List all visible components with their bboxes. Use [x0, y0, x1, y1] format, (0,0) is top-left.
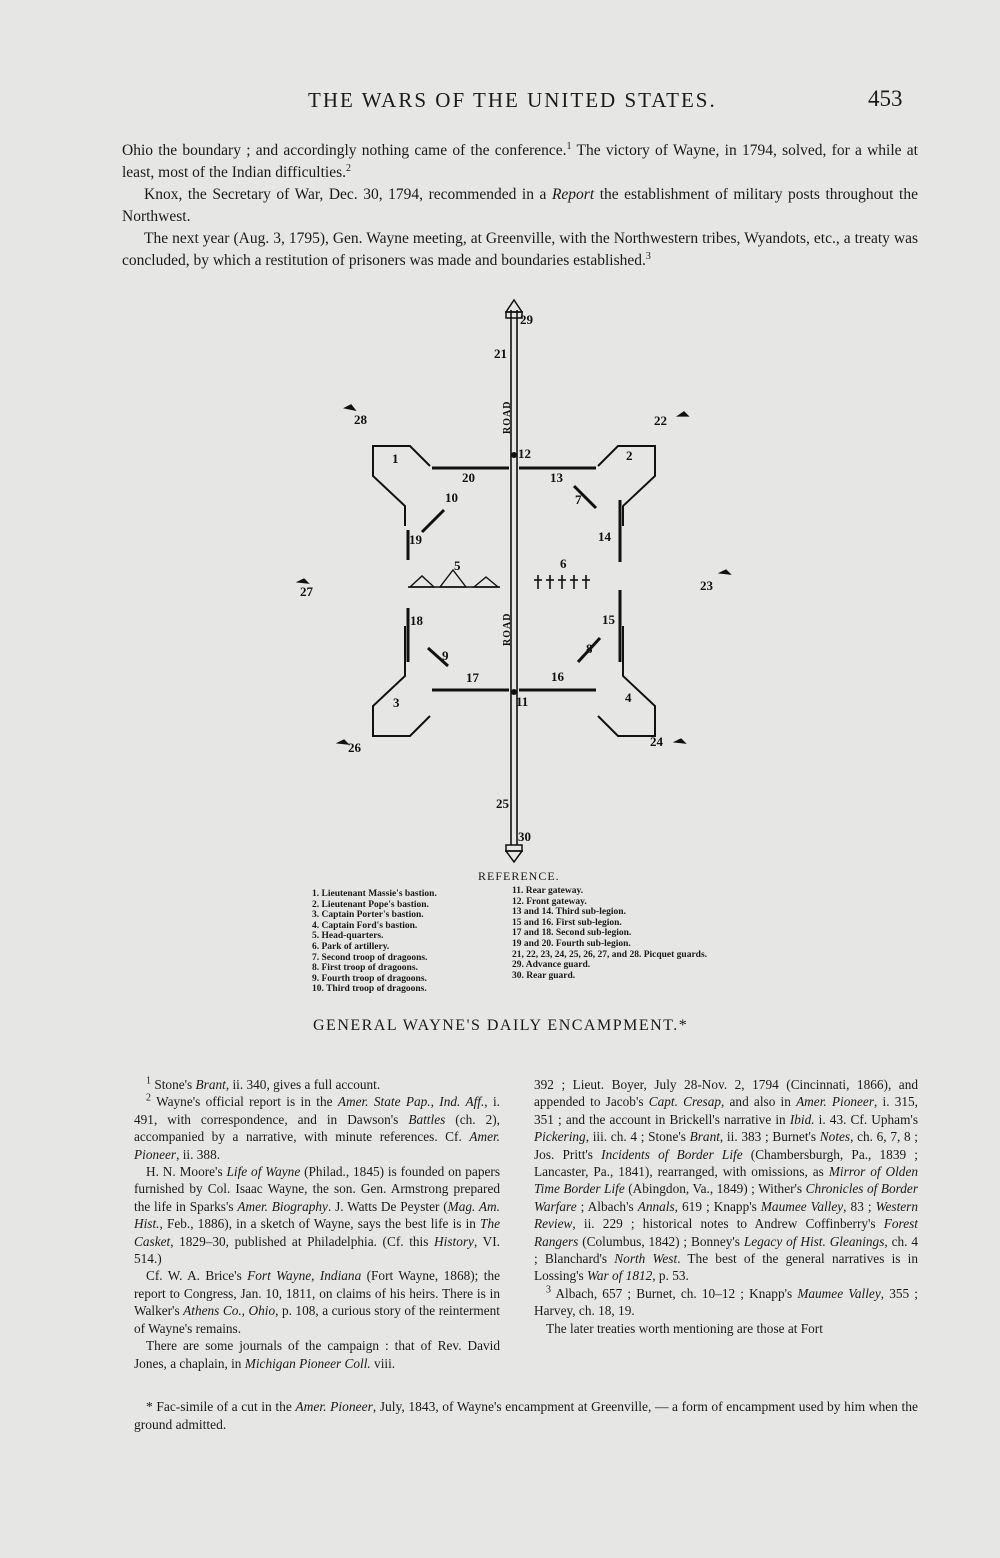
intro-paragraph-1: Ohio the boundary ; and accordingly nothing came of the conference.$^1$ The victory of Wayne, in 1794, solved, for a while at least, most of the Indian difficulties.$^2$ — [122, 140, 918, 181]
reference-item: 15 and 16. First sub-legion. — [512, 917, 622, 928]
label-8: 8 — [586, 641, 593, 656]
label-22: 22 — [654, 413, 667, 428]
reference-list-right — [512, 886, 772, 981]
reference-item: 19 and 20. Fourth sub-legion. — [512, 938, 631, 949]
intro-text — [122, 140, 918, 272]
label-5: 5 — [454, 558, 461, 573]
label-2: 2 — [626, 448, 633, 463]
footnote-paragraph-moore: H. N. Moore's Life of Wayne (Philad., 1845) is founded on papers furnished by Col. Isaac Wayne, the son. Gen. Armstrong prepared the life in Sparks's Amer. Biography. J. Watts De Peyster (Mag. Am. Hist., Feb., 1886), in a sketch of Wayne, says the best life is in The Casket, 1829–30, published at Philadelphia. (Cf. this History, VI. 514.) — [134, 1164, 500, 1267]
label-12: 12 — [518, 446, 531, 461]
running-title: THE WARS OF THE UNITED STATES. — [308, 88, 717, 112]
label-6: 6 — [560, 556, 567, 571]
footnote-paragraph-brice: Cf. W. A. Brice's Fort Wayne, Indiana (Fort Wayne, 1868); the report to Congress, Jan. 10, 1811, on claims of his heirs. There is in Walker's Athens Co., Ohio, p. 108, a curious story of the reinterment of Wayne's remains. — [134, 1268, 500, 1336]
reference-item: 29. Advance guard. — [512, 960, 591, 971]
label-17: 17 — [466, 670, 479, 685]
intro-paragraph-3: The next year (Aug. 3, 1795), Gen. Wayne meeting, at Greenville, with the Northwestern tribes, Wyandots, etc., a treaty was concluded, by which a restitution of prisoners was made and boundaries established.$^3$ — [122, 230, 918, 269]
label-23: 23 — [700, 578, 713, 593]
reference-item: 3. Captain Porter's bastion. — [312, 910, 424, 921]
reference-item: 17 and 18. Second sub-legion. — [512, 928, 632, 939]
footnote-paragraph-journals: There are some journals of the campaign : that of Rev. David Jones, a chaplain, in Michigan Pioneer Coll. viii. — [134, 1338, 500, 1371]
label-7: 7 — [575, 492, 582, 507]
road-label-middle: ROAD — [502, 612, 513, 646]
reference-item: 11. Rear gateway. — [512, 886, 584, 896]
rear-guard-marker — [505, 845, 523, 862]
page-number: 453 — [868, 86, 903, 111]
label-15: 15 — [602, 612, 615, 627]
footnotes-right-column — [534, 1076, 918, 1337]
gateways — [511, 452, 517, 695]
label-26: 26 — [348, 740, 361, 755]
reference-item: 6. Park of artillery. — [312, 941, 390, 952]
reference-item: 12. Front gateway. — [512, 896, 587, 907]
label-21: 21 — [494, 346, 507, 361]
footnote-continuation: 392 ; Lieut. Boyer, July 28-Nov. 2, 1794 (Cincinnati, 1866), and appended to Jacob's Capt. Cresap, and also in Amer. Pioneer, i. 315, 351 ; and the account in Brickell's narrative in Ibid. i. 43. Cf. Upham's Pickering, iii. ch. 4 ; Stone's Brant, ii. 383 ; Burnet's Notes, ch. 6, 7, 8 ; Jos. Pritt's Incidents of Border Life (Chambersburgh, Pa., 1839 ; Lancaster, Pa., 1841), rearranged, with omissions, as Mirror of Olden Time Border Life (Abingdon, Va., 1849) ; Wither's Chronicles of Border Warfare ; Albach's Annals, 619 ; Knapp's Maumee Valley, 83 ; Western Review, ii. 229 ; historical notes to Andrew Coffinberry's Forest Rangers (Columbus, 1842) ; Bonney's Legacy of Hist. Gleanings, ch. 4 ; Blanchard's North West. The best of the general narratives is in Lossing's War of 1812, p. 53. — [534, 1077, 919, 1284]
reference-item: 2. Lieutenant Pope's bastion. — [312, 899, 429, 910]
reference-item: 13 and 14. Third sub-legion. — [512, 907, 626, 918]
reference-item: 1. Lieutenant Massie's bastion. — [312, 889, 437, 899]
reference-item: 5. Head-quarters. — [312, 931, 384, 942]
label-4: 4 — [625, 690, 632, 705]
label-29: 29 — [520, 312, 533, 327]
reference-list-left — [312, 889, 502, 995]
label-13: 13 — [550, 470, 563, 485]
artillery-park-icon — [534, 575, 590, 589]
label-24: 24 — [650, 734, 663, 749]
label-16: 16 — [551, 669, 564, 684]
reference-item: 30. Rear guard. — [512, 970, 576, 981]
encampment-diagram — [280, 290, 750, 870]
reference-item: 7. Second troop of dragoons. — [312, 952, 428, 963]
reference-item: 4. Captain Ford's bastion. — [312, 920, 418, 931]
label-27: 27 — [300, 584, 313, 599]
figure-caption: GENERAL WAYNE'S DAILY ENCAMPMENT.* — [313, 1017, 689, 1034]
reference-item: 9. Fourth troop of dragoons. — [312, 973, 427, 984]
label-14: 14 — [598, 529, 611, 544]
footnote-3: $^3$ Albach, 657 ; Burnet, ch. 10–12 ; Knapp's Maumee Valley, 355 ; Harvey, ch. 18, 19. — [534, 1284, 918, 1319]
intro-paragraph-2: Knox, the Secretary of War, Dec. 30, 1794, recommended in a Report the establishment of military posts throughout the Northwest. — [122, 186, 918, 225]
label-1: 1 — [392, 451, 399, 466]
label-9: 9 — [442, 648, 449, 663]
label-18: 18 — [410, 613, 423, 628]
footnote-1: $^1$ Stone's Brant, ii. 340, gives a full account. — [146, 1075, 381, 1092]
label-10: 10 — [445, 490, 458, 505]
label-30: 30 — [518, 829, 531, 844]
label-20: 20 — [462, 470, 475, 485]
label-25: 25 — [496, 796, 509, 811]
footnotes-left-column — [134, 1076, 500, 1372]
page-header — [0, 88, 1000, 118]
figure-source-note: * Fac-simile of a cut in the Amer. Pioneer, July, 1843, of Wayne's encampment at Greenville, — a form of encampment used by him when the ground admitted. — [134, 1399, 918, 1432]
road-label-top: ROAD — [502, 400, 513, 434]
reference-heading: REFERENCE. — [478, 869, 560, 883]
label-19: 19 — [409, 532, 422, 547]
road — [511, 310, 517, 845]
reference-item: 10. Third troop of dragoons. — [312, 984, 427, 995]
label-11: 11 — [516, 694, 529, 709]
encampment-plan-svg — [280, 290, 750, 870]
label-3: 3 — [393, 695, 400, 710]
label-28: 28 — [354, 412, 367, 427]
footnote-paragraph-later: The later treaties worth mentioning are those at Fort — [546, 1320, 823, 1336]
footnote-2: $^2$ Wayne's official report is in the Amer. State Pap., Ind. Aff., i. 491, with correspondence, and in Dawson's Battles (ch. 2), accompanied by a narrative, with minute references. Cf. Amer. Pioneer, ii. 388. — [134, 1092, 500, 1162]
reference-item: 21, 22, 23, 24, 25, 26, 27, and 28. Picquet guards. — [512, 949, 708, 960]
reference-item: 8. First troop of dragoons. — [312, 963, 418, 974]
